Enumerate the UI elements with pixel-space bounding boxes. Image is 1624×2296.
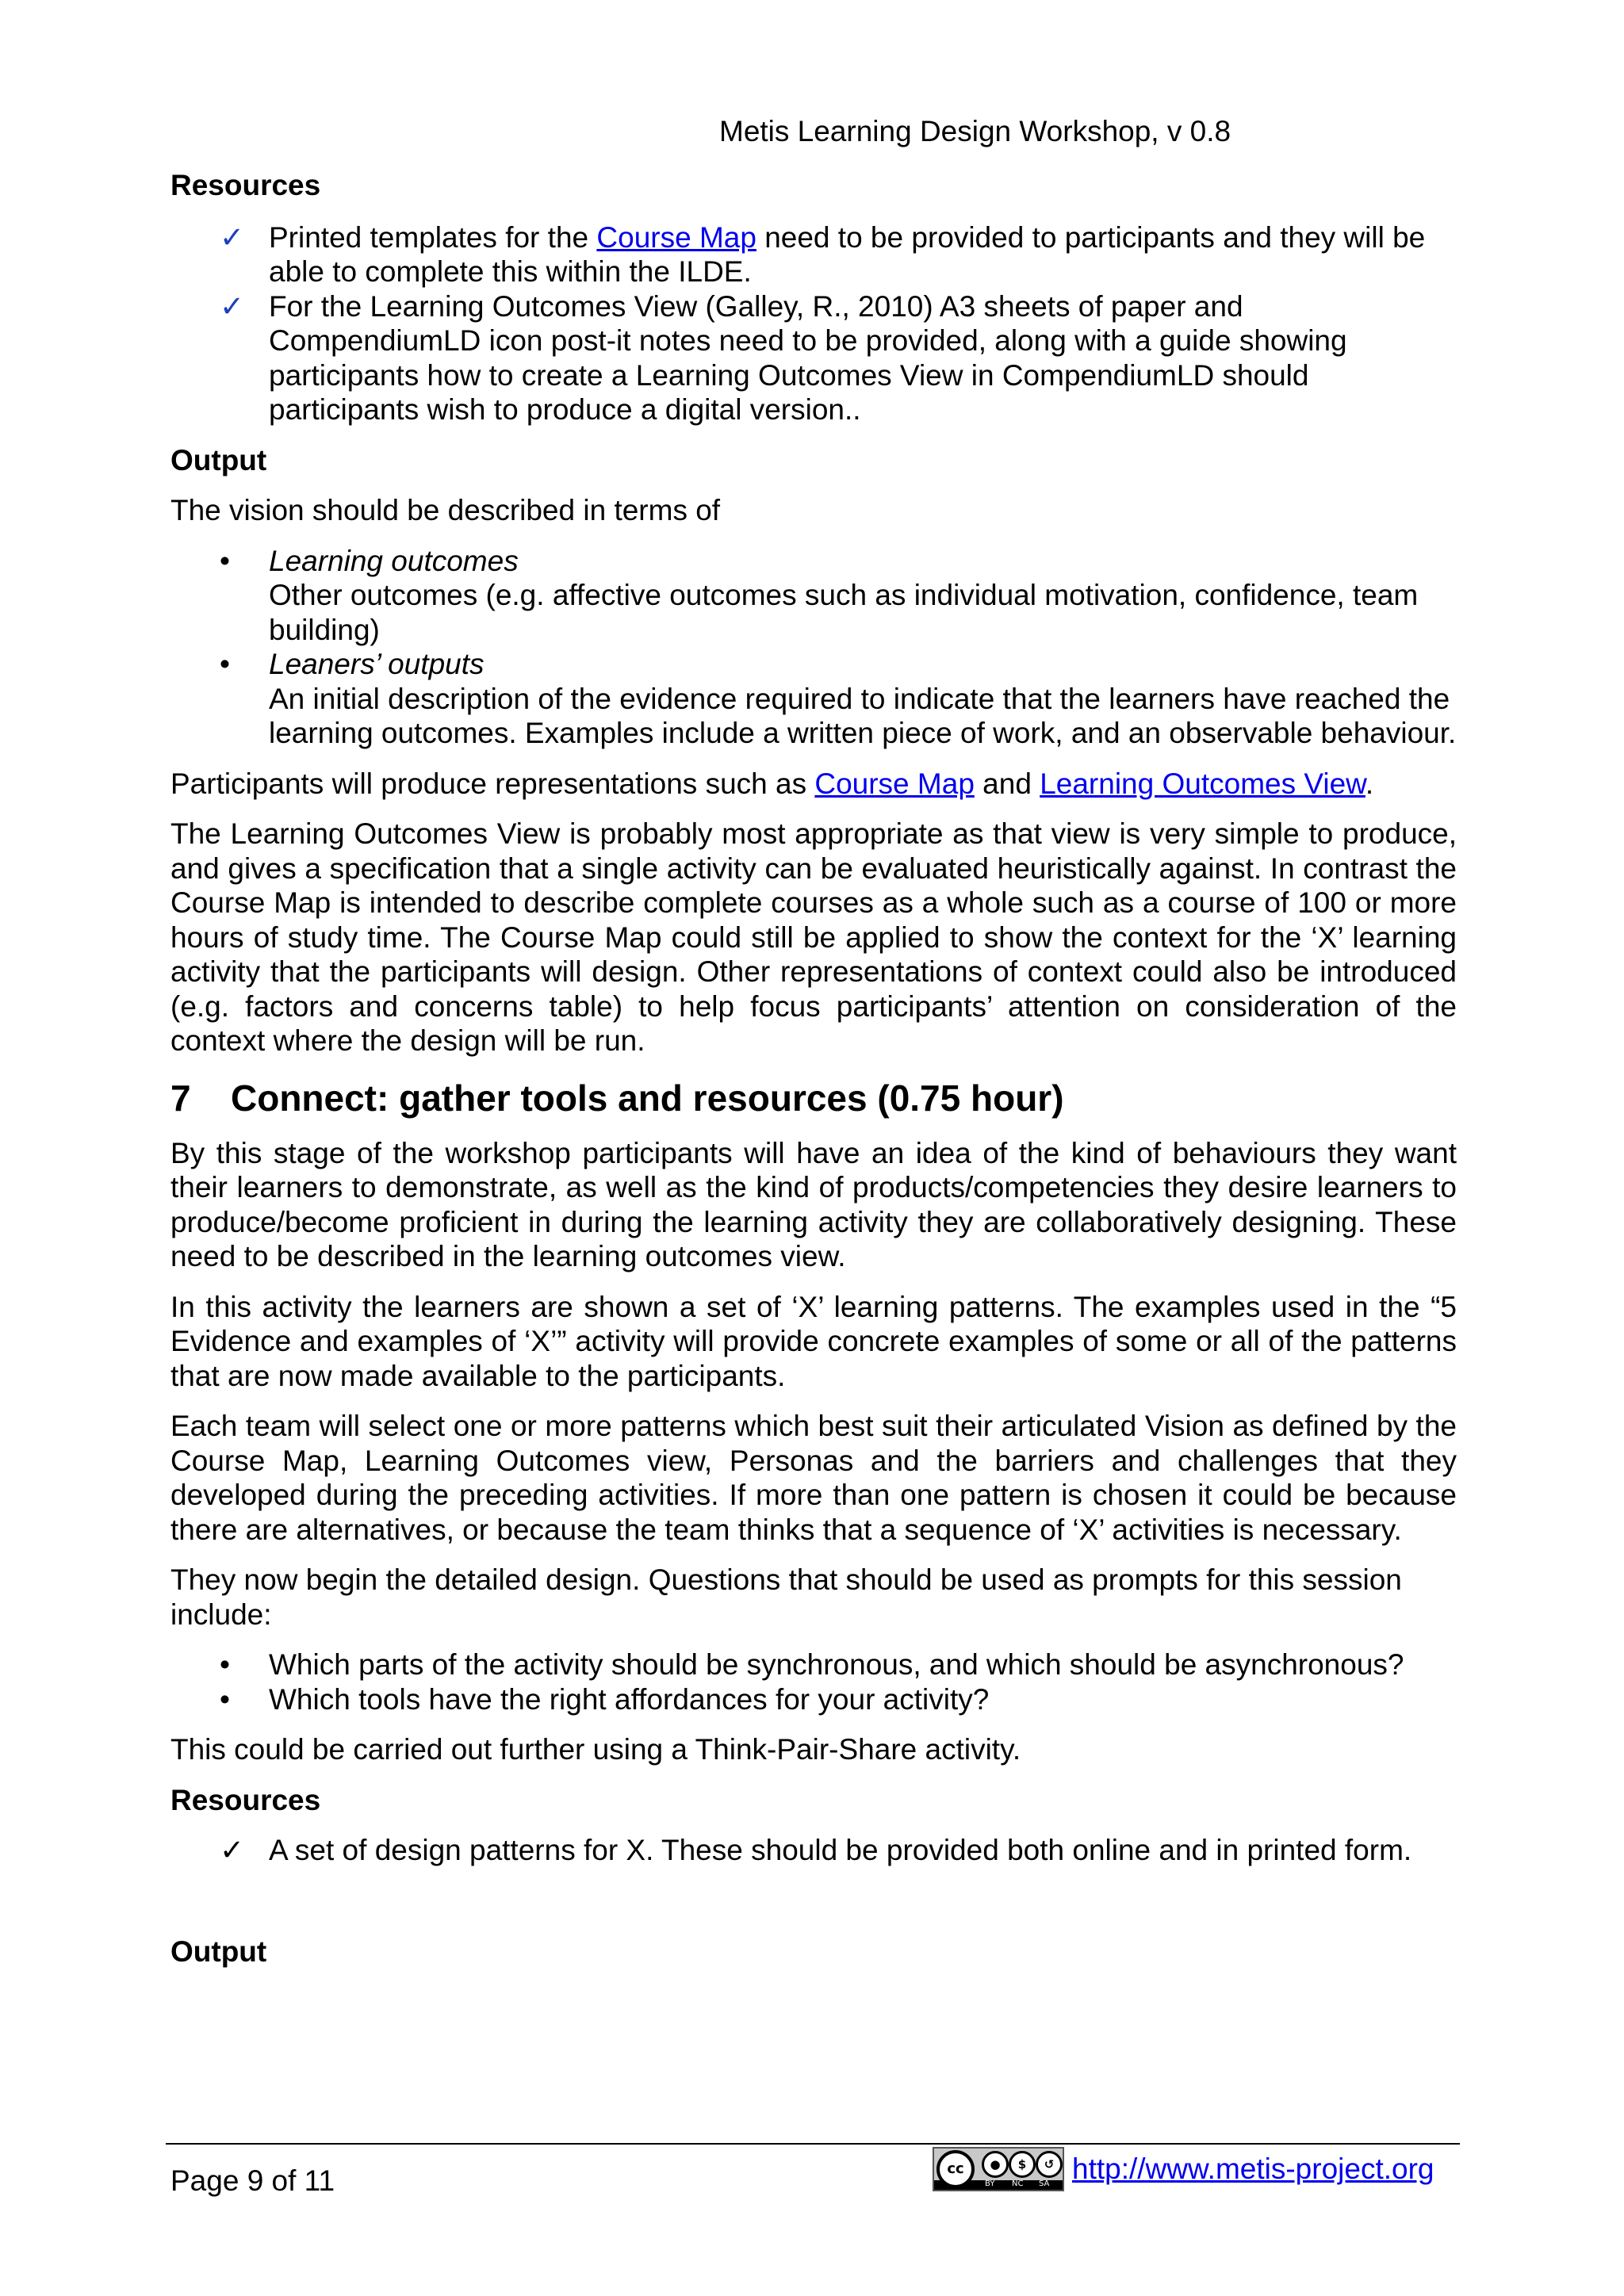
representations-paragraph: Participants will produce representations such as Course Map and Learning Outcomes View. [170, 767, 1374, 800]
course-map-link[interactable]: Course Map [596, 220, 756, 254]
resources-list [170, 220, 1457, 427]
list-item: ✓ For the Learning Outcomes View (Galley, R., 2010) A3 sheets of paper and CompendiumLD icon post-it notes need to be provided, along with a guide showing participants how to create a Learning Outcomes View in CompendiumLD should participants wish to produce a digital version.. [220, 289, 1347, 426]
paragraph: This could be carried out further using a Think-Pair-Share activity. [170, 1733, 1021, 1766]
course-map-link[interactable]: Course Map [814, 767, 975, 800]
checkmark-icon: ✓ [220, 289, 245, 323]
list-item: ✓ Printed templates for the Course Map need to be provided to participants and they will be able to complete this within the ILDE. [220, 220, 1426, 288]
creative-commons-badge-icon: cc ● $ ↺ BY NC SA [933, 2147, 1064, 2191]
paragraph: Each team will select one or more patterns which best suit their articulated Vision as defined by the Course Map, Learning Outcomes view, Personas and the barriers and challenges that they developed during the preceding activities. If more than one pattern is chosen it could be because there are alternatives, or because the team thinks that a sequence of ‘X’ activities is necessary. [170, 1410, 1457, 1546]
noncommercial-icon: $ [1009, 2151, 1036, 2178]
bullet-icon: • [220, 1682, 230, 1716]
sharealike-icon: ↺ [1036, 2151, 1063, 2178]
paragraph: In this activity the learners are shown a set of ‘X’ learning patterns. The examples used in the “5 Evidence and examples of ‘X’” activity will provide concrete examples of some or all of the patterns that are now made available to the participants. [170, 1290, 1457, 1392]
list-item: ✓ A set of design patterns for X. These should be provided both online and in printed form. [220, 1834, 1412, 1866]
output-list [170, 544, 1457, 751]
output-heading: Output [170, 1934, 267, 1968]
output-intro: The vision should be described in terms of [170, 494, 721, 526]
attribution-icon: ● [982, 2151, 1009, 2178]
questions-list [170, 1647, 1457, 1716]
footer-right [933, 2147, 1434, 2191]
list-item: • Which tools have the right affordances for your activity? [220, 1682, 990, 1716]
bullet-icon: • [220, 1648, 230, 1681]
paragraph: The Learning Outcomes View is probably most appropriate as that view is very simple to produce, and gives a specification that a single activity can be evaluated heuristically against. In contrast the Course Map is intended to describe complete courses as a whole such as a course of 100 or more hours of study time. The Course Map could still be applied to show the context for the ‘X’ learning activity that the participants will design. Other representations of context could also be introduced (e.g. factors and concerns table) to help focus participants’ attention on consideration of the context where the design will be run. [170, 817, 1457, 1057]
list-item: • Learning outcomes Other outcomes (e.g. affective outcomes such as individual motivation, confidence, team building) [220, 544, 1419, 646]
paragraph: They now begin the detailed design. Questions that should be used as prompts for this session include: [170, 1563, 1402, 1631]
project-website-link[interactable]: http://www.metis-project.org [1072, 2152, 1434, 2185]
checkmark-icon: ✓ [220, 220, 245, 254]
page-number: Page 9 of 11 [170, 2164, 335, 2197]
footer-divider [166, 2143, 1460, 2145]
document-body [170, 168, 1457, 1969]
bullet-icon: • [220, 544, 230, 577]
learning-outcomes-view-link[interactable]: Learning Outcomes View [1040, 767, 1365, 800]
list-item: • Leaners’ outputs An initial description of the evidence required to indicate that the learners have reached the learning outcomes. Examples include a written piece of work, and an observable behaviour. [220, 648, 1457, 749]
resources-list [170, 1833, 1457, 1868]
resources-heading: Resources [170, 169, 321, 201]
paragraph: By this stage of the workshop participants will have an idea of the kind of behaviours they want their learners to demonstrate, as well as the kind of products/competencies they desire learners to produce/become proficient in during the learning activity they are collaboratively designing. These need to be described in the learning outcomes view. [170, 1136, 1457, 1272]
page-header: Metis Learning Design Workshop, v 0.8 [719, 115, 1231, 147]
resources-heading: Resources [170, 1783, 321, 1816]
output-heading: Output [170, 443, 267, 476]
section-heading: 7 Connect: gather tools and resources (0.75 hour) [170, 1077, 1064, 1119]
list-item: • Which parts of the activity should be synchronous, and which should be asynchronous? [220, 1648, 1404, 1681]
checkmark-icon: ✓ [220, 1834, 245, 1866]
bullet-icon: • [220, 648, 230, 680]
